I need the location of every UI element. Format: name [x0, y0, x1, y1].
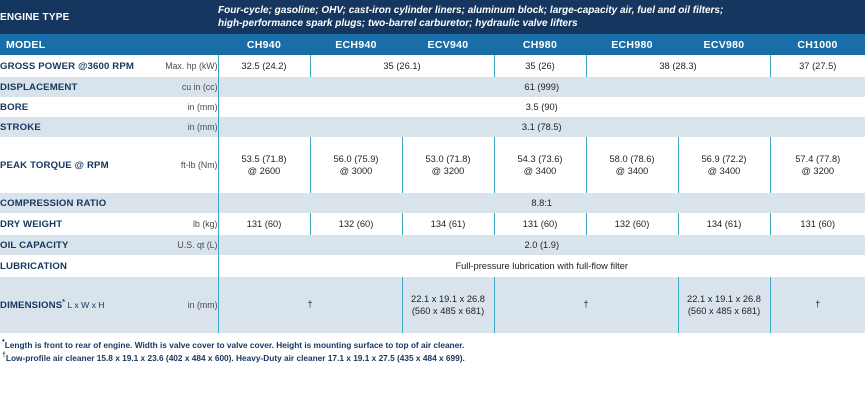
cell-peak-torque-ch980 [494, 137, 586, 193]
cell-value-rpm: @ 2600 [247, 166, 281, 176]
model-header-ch980: CH980 [494, 34, 586, 55]
row-label-text: DIMENSIONS [0, 300, 63, 312]
table-row [0, 77, 865, 97]
cell-peak-torque-ecv940 [402, 137, 494, 193]
table-row [0, 193, 865, 213]
row-label-suffix: L x W x H [65, 300, 105, 311]
cell-value: 53.0 (71.8) [425, 153, 471, 164]
model-header-unit-spacer [138, 34, 218, 55]
footnote-1 [2, 338, 865, 351]
model-header-ecv980: ECV980 [678, 34, 770, 55]
cell-dimensions-ecv980 [678, 277, 770, 333]
model-header-label: MODEL [0, 34, 138, 55]
cell-value: 22.1 x 19.1 x 26.8 [411, 293, 485, 304]
row-label-displacement: DISPLACEMENT [0, 77, 138, 97]
footnote-2-marker: † [2, 351, 6, 359]
footnote-2 [2, 351, 865, 364]
cell-value: 22.1 x 19.1 x 26.8 [687, 293, 761, 304]
engine-type-description-line2: high-performance spark plugs; two-barrel carburetor; hydraulic valve lifters [218, 18, 578, 29]
row-label-gross-power: GROSS POWER @3600 RPM [0, 55, 138, 77]
row-unit-oil-capacity: U.S. qt (L) [138, 235, 218, 255]
cell-peak-torque-ch1000 [770, 137, 865, 193]
cell-dry-weight-ch980: 131 (60) [494, 213, 586, 235]
cell-value-metric: (560 x 485 x 681) [687, 306, 761, 316]
cell-gross-power-ch980: 35 (26) [494, 55, 586, 77]
row-label-dimensions [0, 277, 138, 333]
row-label-oil-capacity: OIL CAPACITY [0, 235, 138, 255]
cell-peak-torque-ecv980 [678, 137, 770, 193]
row-label-bore: BORE [0, 97, 138, 117]
cell-gross-power-ech940-ecv940: 35 (26.1) [310, 55, 494, 77]
cell-value-rpm: @ 3400 [707, 166, 741, 176]
row-unit-dimensions: in (mm) [138, 277, 218, 333]
cell-value-rpm: @ 3200 [431, 166, 465, 176]
row-unit-peak-torque: ft-lb (Nm) [138, 137, 218, 193]
row-label-stroke: STROKE [0, 117, 138, 137]
cell-dimensions-ecv940 [402, 277, 494, 333]
table-row [0, 277, 865, 333]
cell-oil-capacity-all: 2.0 (1.9) [218, 235, 865, 255]
cell-gross-power-ch940: 32.5 (24.2) [218, 55, 310, 77]
cell-value: 56.9 (72.2) [701, 153, 747, 164]
cell-bore-all: 3.5 (90) [218, 97, 865, 117]
model-header-ecv940: ECV940 [402, 34, 494, 55]
cell-peak-torque-ech980 [586, 137, 678, 193]
cell-value-rpm: @ 3400 [615, 166, 649, 176]
model-header-ch940: CH940 [218, 34, 310, 55]
table-row [0, 97, 865, 117]
model-header-row [0, 34, 865, 55]
footnote-marker-asterisk: * [62, 298, 66, 306]
cell-dry-weight-ch1000: 131 (60) [770, 213, 865, 235]
footnote-2-text: Low-profile air cleaner 15.8 x 19.1 x 23.6 (402 x 484 x 600). Heavy-Duty air cleaner 17.1 x 19.1 x 27.5 (435 x 484 x 699). [5, 352, 465, 363]
footnote-1-text: Length is front to rear of engine. Width is valve cover to valve cover. Height is mounting surface to top of air cleaner. [4, 339, 465, 350]
cell-value-rpm: @ 3400 [523, 166, 557, 176]
cell-value: 54.3 (73.6) [517, 153, 563, 164]
cell-dry-weight-ech940: 132 (60) [310, 213, 402, 235]
footnote-1-marker: * [2, 339, 5, 346]
row-unit-bore: in (mm) [138, 97, 218, 117]
engine-type-description-line1: Four-cycle; gasoline; OHV; cast-iron cylinder liners; aluminum block; large-capacity air, fuel and oil filters; [218, 4, 724, 16]
cell-value: 53.5 (71.8) [241, 153, 287, 164]
cell-dimensions-ch980-ech980: † [494, 277, 678, 333]
cell-dry-weight-ech980: 132 (60) [586, 213, 678, 235]
row-label-peak-torque: PEAK TORQUE @ RPM [0, 137, 138, 193]
table-row [0, 117, 865, 137]
cell-dry-weight-ch940: 131 (60) [218, 213, 310, 235]
model-header-ech940: ECH940 [310, 34, 402, 55]
cell-gross-power-ch1000: 37 (27.5) [770, 55, 865, 77]
cell-value-rpm: @ 3000 [339, 166, 373, 176]
row-unit-gross-power: Max. hp (kW) [138, 55, 218, 77]
table-row [0, 55, 865, 77]
cell-compression-ratio-all: 8.8:1 [218, 193, 865, 213]
cell-value-metric: (560 x 485 x 681) [411, 306, 485, 316]
cell-value-rpm: @ 3200 [801, 166, 835, 176]
row-unit-dry-weight: lb (kg) [138, 213, 218, 235]
row-label-dry-weight: DRY WEIGHT [0, 213, 138, 235]
cell-displacement-all: 61 (999) [218, 77, 865, 97]
row-label-compression-ratio: COMPRESSION RATIO [0, 193, 138, 213]
cell-value: 56.0 (75.9) [333, 153, 379, 164]
cell-gross-power-ech980-ecv980: 38 (28.3) [586, 55, 770, 77]
cell-peak-torque-ch940 [218, 137, 310, 193]
table-row [0, 137, 865, 193]
engine-type-label: ENGINE TYPE [0, 0, 218, 34]
model-header-ech980: ECH980 [586, 34, 678, 55]
table-row [0, 255, 865, 277]
engine-type-description [218, 0, 865, 34]
model-header-ch1000: CH1000 [770, 34, 865, 55]
cell-lubrication-all: Full-pressure lubrication with full-flow filter [218, 255, 865, 277]
cell-value: 57.4 (77.8) [795, 153, 841, 164]
row-unit-displacement: cu in (cc) [138, 77, 218, 97]
row-unit-lubrication [138, 255, 218, 277]
table-row [0, 235, 865, 255]
cell-dry-weight-ecv980: 134 (61) [678, 213, 770, 235]
row-unit-stroke: in (mm) [138, 117, 218, 137]
cell-stroke-all: 3.1 (78.5) [218, 117, 865, 137]
footnotes [0, 333, 865, 364]
cell-dimensions-ch1000: † [770, 277, 865, 333]
cell-dimensions-ch940-ech940: † [218, 277, 402, 333]
row-label-lubrication: LUBRICATION [0, 255, 138, 277]
row-unit-compression-ratio [138, 193, 218, 213]
cell-dry-weight-ecv940: 134 (61) [402, 213, 494, 235]
engine-type-row [0, 0, 865, 34]
cell-peak-torque-ech940 [310, 137, 402, 193]
table-row [0, 213, 865, 235]
cell-value: 58.0 (78.6) [609, 153, 655, 164]
